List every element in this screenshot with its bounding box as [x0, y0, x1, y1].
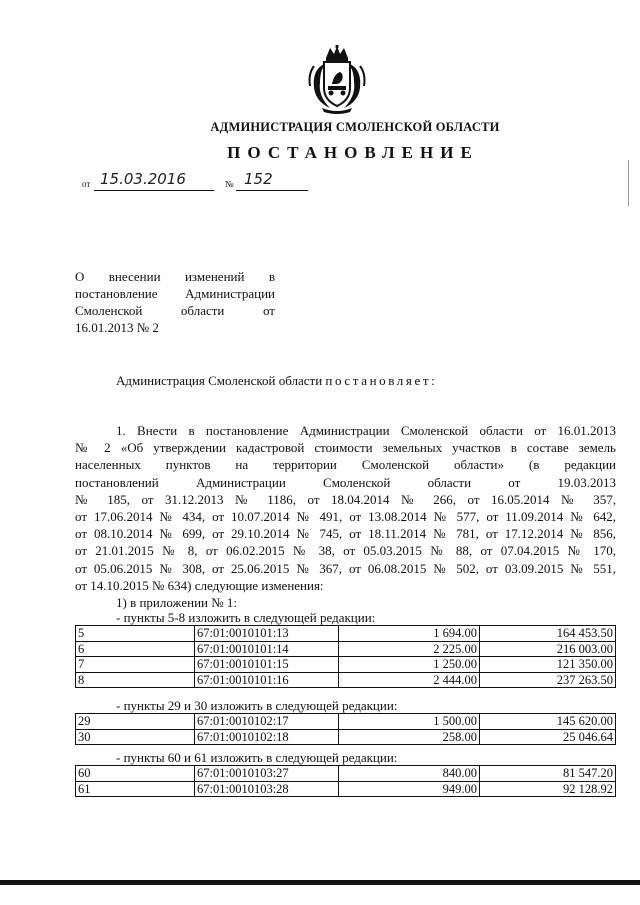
section-label: - пункты 29 и 30 изложить в следующей редакции:	[116, 698, 398, 713]
cadastral-number: 67:01:0010102:17	[195, 714, 339, 730]
row-number: 61	[76, 781, 195, 797]
table-row	[76, 714, 616, 730]
amendment-table	[75, 625, 616, 688]
table-row	[76, 657, 616, 673]
subject-line: 16.01.2013 № 2	[75, 320, 159, 335]
cadastral-value: 237 263.50	[480, 672, 616, 688]
cadastral-value: 121 350.00	[480, 657, 616, 673]
specific-value: 2 444.00	[339, 672, 480, 688]
cadastral-value: 164 453.50	[480, 626, 616, 642]
decree-line	[116, 373, 437, 389]
specific-value: 258.00	[339, 729, 480, 745]
scan-edge-bar	[0, 880, 640, 885]
cadastral-value: 216 003.00	[480, 641, 616, 657]
cadastral-number: 67:01:0010101:14	[195, 641, 339, 657]
body-line: от 08.10.2014 № 699, от 29.10.2014 № 745, от 18.11.2014 № 781, от 17.12.2014 № 856,	[75, 526, 616, 542]
amendment-table	[75, 765, 616, 797]
cadastral-value: 81 547.20	[480, 766, 616, 782]
body-line: населенных пунктов на территории Смоленской области» (в редакции	[75, 457, 616, 473]
section-label: - пункты 5-8 изложить в следующей редакции:	[116, 610, 376, 625]
body-line: № 185, от 31.12.2013 № 1186, от 18.04.2014 № 266, от 16.05.2014 № 357,	[75, 491, 616, 507]
body-line: от 17.06.2014 № 434, от 10.07.2014 № 491, от 13.08.2014 № 577, от 11.09.2014 № 642,	[75, 509, 616, 525]
coat-of-arms-icon	[304, 44, 370, 114]
subject-line: постановление Администрации	[75, 286, 275, 301]
body-line: от 05.06.2015 № 308, от 25.06.2015 № 367, от 06.08.2015 № 502, от 03.09.2015 № 551,	[75, 560, 616, 576]
row-number: 30	[76, 729, 195, 745]
document-type: ПОСТАНОВЛЕНИЕ	[227, 143, 479, 162]
subject-line: О внесении изменений в	[75, 269, 275, 284]
decree-subject: Администрация Смоленской области	[116, 373, 323, 388]
row-number: 6	[76, 641, 195, 657]
specific-value: 1 500.00	[339, 714, 480, 730]
row-number: 7	[76, 657, 195, 673]
body-text	[75, 422, 616, 611]
cadastral-number: 67:01:0010103:27	[195, 766, 339, 782]
body-line: от 21.01.2015 № 8, от 06.02.2015 № 38, от 05.03.2015 № 88, от 07.04.2015 № 170,	[75, 543, 616, 559]
specific-value: 840.00	[339, 766, 480, 782]
table-row	[76, 626, 616, 642]
margin-rule	[628, 160, 629, 206]
number-label: №	[225, 179, 234, 189]
row-number: 60	[76, 766, 195, 782]
date-label: от	[82, 179, 91, 189]
cadastral-value: 145 620.00	[480, 714, 616, 730]
specific-value: 1 694.00	[339, 626, 480, 642]
body-line: № 2 «Об утверждении кадастровой стоимости земельных участков в составе земель	[75, 440, 616, 456]
organization-name: АДМИНИСТРАЦИЯ СМОЛЕНСКОЙ ОБЛАСТИ	[210, 120, 500, 134]
row-number: 29	[76, 714, 195, 730]
cadastral-value: 92 128.92	[480, 781, 616, 797]
body-line: 1. Внести в постановление Администрации Смоленской области от 16.01.2013	[116, 423, 616, 438]
date-underline	[94, 190, 214, 191]
row-number: 5	[76, 626, 195, 642]
cadastral-number: 67:01:0010103:28	[195, 781, 339, 797]
row-number: 8	[76, 672, 195, 688]
section-label: - пункты 60 и 61 изложить в следующей редакции:	[116, 750, 398, 765]
specific-value: 1 250.00	[339, 657, 480, 673]
document-subject	[75, 268, 275, 336]
table-row	[76, 729, 616, 745]
subject-line: Смоленской области от	[75, 303, 275, 318]
body-line: 1) в приложении № 1:	[116, 595, 238, 611]
amendment-table	[75, 713, 616, 745]
table-row	[76, 766, 616, 782]
specific-value: 2 225.00	[339, 641, 480, 657]
number-underline	[236, 190, 308, 191]
cadastral-number: 67:01:0010102:18	[195, 729, 339, 745]
specific-value: 949.00	[339, 781, 480, 797]
decree-verb: постановляет:	[325, 373, 438, 388]
cadastral-number: 67:01:0010101:15	[195, 657, 339, 673]
cadastral-value: 25 046.64	[480, 729, 616, 745]
table-row	[76, 672, 616, 688]
number-value: 152	[244, 170, 273, 188]
date-value: 15.03.2016	[100, 170, 186, 188]
body-line: постановлений Администрации Смоленской области от 19.03.2013	[75, 474, 616, 490]
table-row	[76, 781, 616, 797]
body-line: от 14.10.2015 № 634) следующие изменения:	[75, 577, 324, 593]
cadastral-number: 67:01:0010101:13	[195, 626, 339, 642]
table-row	[76, 641, 616, 657]
cadastral-number: 67:01:0010101:16	[195, 672, 339, 688]
